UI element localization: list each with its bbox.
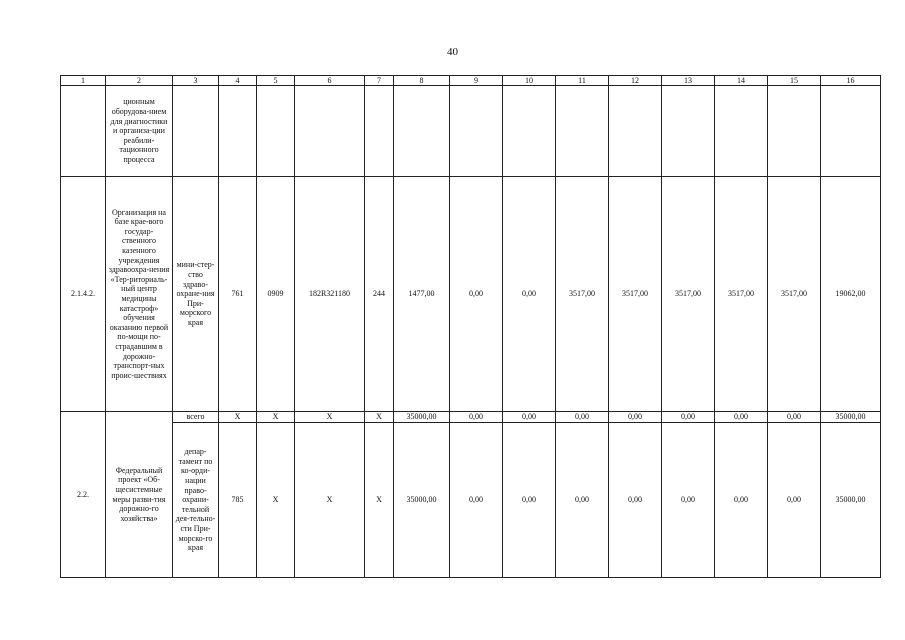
cell-empty — [394, 86, 450, 177]
cell-value: 35000,00 — [394, 412, 450, 423]
cell-value: Х — [257, 412, 295, 423]
cell-empty — [219, 86, 257, 177]
header-cell: 12 — [609, 76, 662, 86]
cell-value: 0,00 — [503, 412, 556, 423]
cell-executor: всего — [173, 412, 219, 423]
cell-empty — [365, 86, 394, 177]
header-cell: 6 — [295, 76, 365, 86]
header-cell: 15 — [768, 76, 821, 86]
cell-empty — [662, 86, 715, 177]
cell-value: Х — [257, 423, 295, 578]
header-cell: 5 — [257, 76, 295, 86]
cell-value: 3517,00 — [556, 177, 609, 412]
header-cell: 13 — [662, 76, 715, 86]
cell-value: 35000,00 — [394, 423, 450, 578]
page-number: 40 — [447, 46, 458, 58]
header-cell: 8 — [394, 76, 450, 86]
cell-value: 3517,00 — [662, 177, 715, 412]
cell-value: 785 — [219, 423, 257, 578]
cell-empty — [257, 86, 295, 177]
cell-value: 0909 — [257, 177, 295, 412]
budget-table — [60, 75, 881, 578]
table-row — [61, 86, 881, 177]
header-cell: 16 — [821, 76, 881, 86]
cell-value: 3517,00 — [609, 177, 662, 412]
cell-value: 0,00 — [450, 412, 503, 423]
cell-name: Организация на базе крае-вого государ-ственного казенного учреждения здравоохра-нения «Тер-риториаль-ный центр медицины катастроф» обучения оказанию первой по-мощи по-страдавшим в дорожно-транспорт-ных проис-шествиях — [106, 177, 173, 412]
cell-value: 0,00 — [556, 412, 609, 423]
cell-empty — [450, 86, 503, 177]
cell-empty — [821, 86, 881, 177]
cell-value: 0,00 — [662, 423, 715, 578]
header-cell: 9 — [450, 76, 503, 86]
cell-name: Федеральный проект «Об-щесистемные меры разви-тия дорожно-го хозяйства» — [106, 412, 173, 578]
cell-name: ционным оборудова-нием для диагностики и организа-ции реабили-тационного процесса — [106, 86, 173, 177]
cell-empty — [173, 86, 219, 177]
cell-value: Х — [365, 412, 394, 423]
cell-value: 0,00 — [609, 412, 662, 423]
cell-empty — [61, 86, 106, 177]
cell-value: 761 — [219, 177, 257, 412]
header-cell: 3 — [173, 76, 219, 86]
header-cell: 14 — [715, 76, 768, 86]
cell-value: 244 — [365, 177, 394, 412]
cell-value: 0,00 — [715, 423, 768, 578]
cell-value: 0,00 — [503, 423, 556, 578]
cell-empty — [503, 86, 556, 177]
cell-value: 0,00 — [768, 412, 821, 423]
cell-value: 182R321180 — [295, 177, 365, 412]
cell-value: 0,00 — [715, 412, 768, 423]
cell-value: 35000,00 — [821, 412, 881, 423]
header-cell: 11 — [556, 76, 609, 86]
cell-value: 0,00 — [503, 177, 556, 412]
header-row — [61, 76, 881, 86]
cell-value: 3517,00 — [715, 177, 768, 412]
cell-value: 3517,00 — [768, 177, 821, 412]
cell-empty — [556, 86, 609, 177]
header-cell: 4 — [219, 76, 257, 86]
cell-number: 2.2. — [61, 412, 106, 578]
cell-value: 19062,00 — [821, 177, 881, 412]
cell-value: Х — [365, 423, 394, 578]
cell-empty — [768, 86, 821, 177]
cell-number: 2.1.4.2. — [61, 177, 106, 412]
header-cell: 1 — [61, 76, 106, 86]
cell-executor: депар-тамент по ко-орди-нации право-охрани-тельной дея-тельно-сти При-морско-го края — [173, 423, 219, 578]
cell-empty — [609, 86, 662, 177]
cell-executor: мини-стер-ство здраво-охране-ния При-морского края — [173, 177, 219, 412]
cell-value: Х — [219, 412, 257, 423]
table-row — [61, 177, 881, 412]
header-cell: 10 — [503, 76, 556, 86]
cell-value: 0,00 — [450, 177, 503, 412]
table-row — [61, 412, 881, 423]
cell-value: 0,00 — [768, 423, 821, 578]
cell-value: 1477,00 — [394, 177, 450, 412]
header-cell: 2 — [106, 76, 173, 86]
cell-value: 0,00 — [556, 423, 609, 578]
table-row — [61, 423, 881, 578]
cell-value: Х — [295, 412, 365, 423]
cell-value: 0,00 — [450, 423, 503, 578]
header-cell: 7 — [365, 76, 394, 86]
cell-value: 35000,00 — [821, 423, 881, 578]
cell-value: 0,00 — [662, 412, 715, 423]
cell-value: Х — [295, 423, 365, 578]
cell-empty — [715, 86, 768, 177]
cell-value: 0,00 — [609, 423, 662, 578]
cell-empty — [295, 86, 365, 177]
